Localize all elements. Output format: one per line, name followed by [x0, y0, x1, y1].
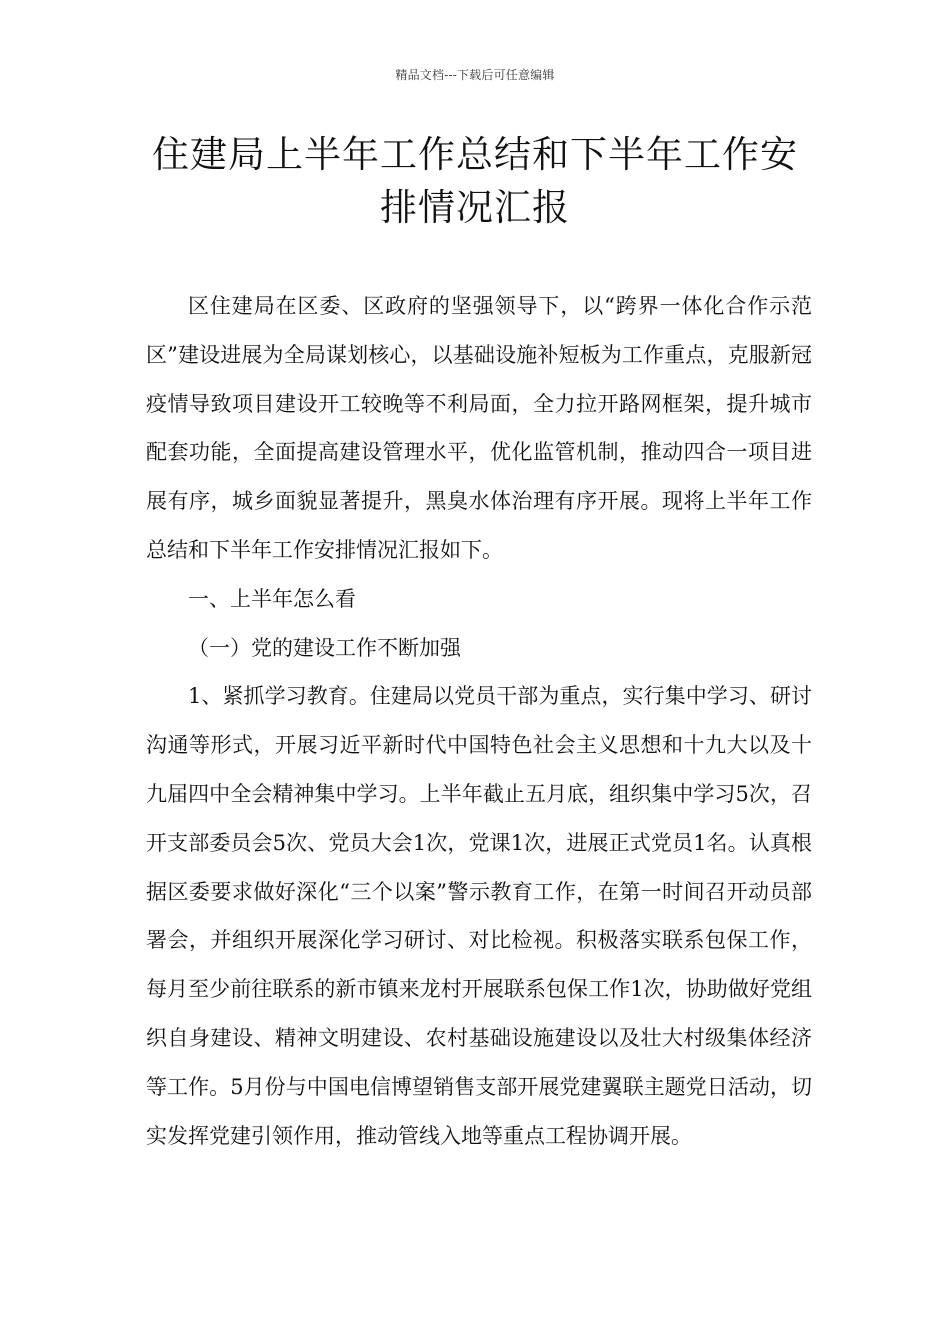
subsection-heading: （一）党的建设工作不断加强 [188, 635, 461, 660]
section-heading: 一、上半年怎么看 [188, 586, 356, 611]
document-title-line-2: 排情况汇报 [380, 186, 570, 229]
intro-paragraph: 区住建局在区委、区政府的坚强领导下，以“跨界一体化合作示范区”建设进展为全局谋划核心，以基础设施补短板为工作重点，克服新冠疫情导致项目建设开工较晚等不利局面，全力拉开路网框架，提升城市配套功能，全面提高建设管理水平，优化监管机制，推动四合一项目进展有序，城乡面貌显著提升，黑臭水体治理有序开展。现将上半年工作总结和下半年工作安排情况汇报如下。 [146, 294, 812, 562]
body-paragraph: 1、紧抓学习教育。住建局以党员干部为重点，实行集中学习、研讨沟通等形式，开展习近平新时代中国特色社会主义思想和十九大以及十九届四中全会精神集中学习。上半年截止五月底，组织集中学习5次，召开支部委员会5次、党员大会1次，党课1次，进展正式党员1名。认真根据区委要求做好深化“三个以案”警示教育工作，在第一时间召开动员部署会，并组织开展深化学习研讨、对比检视。积极落实联系包保工作，每月至少前往联系的新市镇来龙村开展联系包保工作1次，协助做好党组织自身建设、精神文明建设、农村基础设施建设以及壮大村级集体经济等工作。5月份与中国电信博望销售支部开展党建翼联主题党日活动，切实发挥党建引领作用，推动管线入地等重点工程协调开展。 [146, 684, 812, 1148]
document-title-line-1: 住建局上半年工作总结和下半年工作安 [152, 133, 798, 176]
header-note: 精品文档---下载后可任意编辑 [395, 68, 555, 82]
document-body [146, 282, 812, 1160]
document-title [110, 128, 840, 234]
